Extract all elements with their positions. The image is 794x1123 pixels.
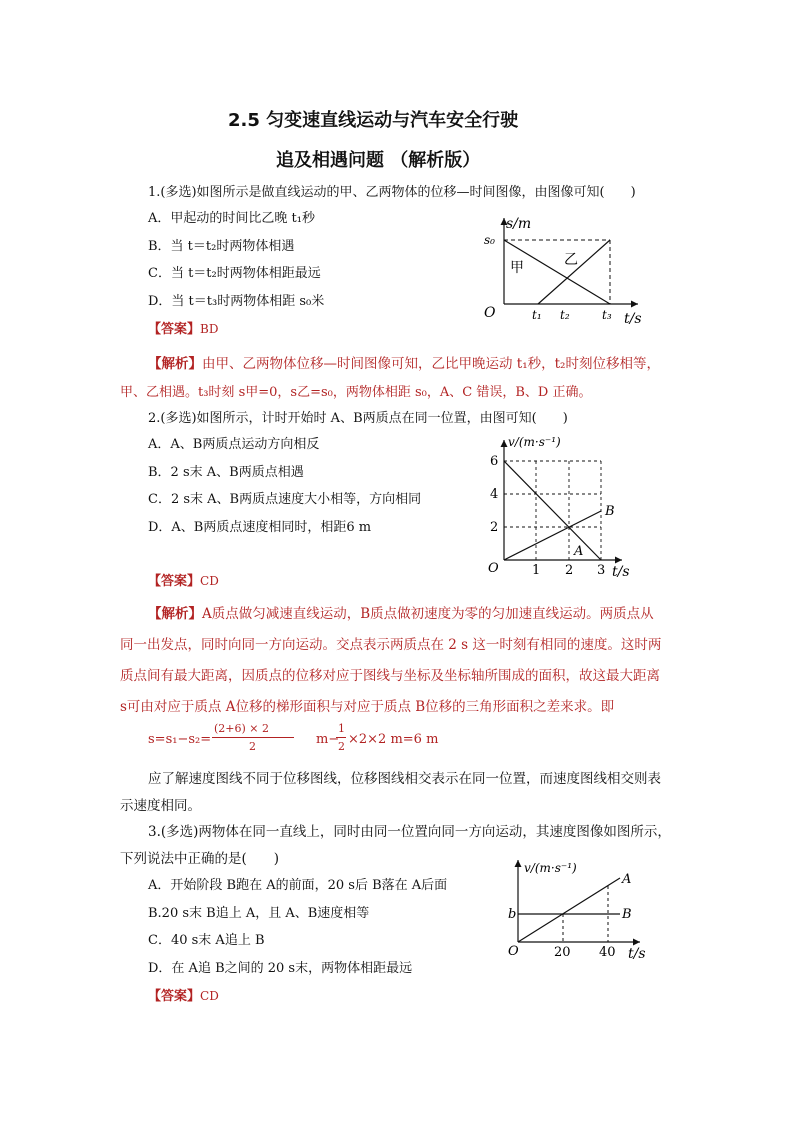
line-a xyxy=(504,461,601,560)
label-b: B xyxy=(622,907,632,922)
page-title: 2.5 匀变速直线运动与汽车安全行驶 xyxy=(228,110,519,131)
q1-explanation-line2: 甲、乙相遇。t₃时刻 s甲=0，s乙=s₀，两物体相距 s₀，A、C 错误，B、D 正确。 xyxy=(120,385,592,400)
q1-option-c: C．当 t＝t₂时两物体相距最远 xyxy=(148,266,321,281)
q2-explanation-line4: s可由对应于质点 A位移的梯形面积与对应于质点 B位移的三角形面积之差来求。即 xyxy=(120,699,615,715)
q2-vt-graph xyxy=(484,434,644,580)
q1-option-b: B．当 t＝t₂时两物体相遇 xyxy=(148,239,295,254)
q1-explanation-line1: 【解析】由甲、乙两物体位移—时间图像可知，乙比甲晚运动 t₁秒，t₂时刻位移相等， xyxy=(148,356,660,372)
x-tick-20: 20 xyxy=(554,945,571,960)
q1-option-a: A．甲起动的时间比乙晚 t₁秒 xyxy=(148,211,315,226)
y-tick-4: 4 xyxy=(490,487,499,502)
page-subtitle: 追及相遇问题 （解析版） xyxy=(276,150,481,171)
answer-tag: 【答案】 xyxy=(148,322,201,337)
q2-option-b: B．2 s末 A、B两质点相遇 xyxy=(148,465,304,480)
answer-value: BD xyxy=(200,322,219,336)
t2-label: t₂ xyxy=(560,308,570,322)
q3-option-c: C．40 s末 A追上 B xyxy=(148,933,265,948)
q2-explanation-line2: 同一出发点，同时向同一方向运动。交点表示两质点在 2 s 这一时刻有相同的速度。这时两 xyxy=(120,637,662,653)
y-axis-label: v/(m·s⁻¹) xyxy=(524,861,577,875)
t1-label: t₁ xyxy=(532,308,542,322)
q3-stem-line2: 下列说法中正确的是( ) xyxy=(120,851,280,867)
q2-stem: 2.(多选)如图所示，计时开始时 A、B两质点在同一位置，由图可知( ) xyxy=(148,411,568,426)
explanation-tag: 【解析】 xyxy=(148,606,202,622)
x-tick-1: 1 xyxy=(532,563,541,578)
y-tick-2: 2 xyxy=(490,520,499,535)
q2-option-c: C．2 s末 A、B两质点速度大小相等，方向相同 xyxy=(148,492,422,507)
origin-label: O xyxy=(508,944,519,959)
answer-value: CD xyxy=(200,989,219,1003)
line-yi xyxy=(538,240,610,304)
label-a: A xyxy=(622,872,632,887)
answer-tag: 【答案】 xyxy=(148,574,201,589)
x-tick-40: 40 xyxy=(599,945,616,960)
q3-stem-line1: 3.(多选)两物体在同一直线上，同时由同一位置向同一方向运动，其速度图像如图所示， xyxy=(148,824,671,840)
q1-answer xyxy=(148,318,218,337)
x-axis-label: t/s xyxy=(612,564,630,580)
origin-label: O xyxy=(484,305,496,321)
q1-stem: 1.(多选)如图所示是做直线运动的甲、乙两物体的位移—时间图像，由图像可知( ) xyxy=(148,185,636,200)
q3-option-a: A．开始阶段 B跑在 A的前面，20 s后 B落在 A后面 xyxy=(148,878,448,893)
y-axis-label: v/(m·s⁻¹) xyxy=(508,435,561,449)
line-b xyxy=(504,511,601,560)
s0-label: s₀ xyxy=(484,233,495,247)
fraction-bar-half xyxy=(336,737,346,738)
q2-answer xyxy=(148,570,219,589)
x-axis-label: t/s xyxy=(624,311,642,327)
q2-option-d: D．A、B两质点速度相同时，相距6 m xyxy=(148,520,372,535)
t3-label: t₃ xyxy=(602,308,612,322)
line-a xyxy=(518,878,620,942)
q3-option-b: B.20 s末 B追上 A，且 A、B速度相等 xyxy=(148,906,370,921)
q3-answer xyxy=(148,985,219,1004)
x-tick-3: 3 xyxy=(597,563,606,578)
origin-label: O xyxy=(488,561,499,576)
q3-option-d: D．在 A追 B之间的 20 s末，两物体相距最远 xyxy=(148,961,413,976)
explanation-tag: 【解析】 xyxy=(148,356,202,372)
q2-explanation-line3: 质点间有最大距离，因质点的位移对应于图线与坐标及坐标轴所围成的面积，故这最大距离 xyxy=(120,668,660,684)
label-jia: 甲 xyxy=(510,260,524,276)
q1-st-graph xyxy=(478,208,658,328)
y-axis-label: s/m xyxy=(506,216,532,232)
q3-vt-graph xyxy=(502,852,662,964)
answer-value: CD xyxy=(200,574,219,588)
q2-option-a: A．A、B两质点运动方向相反 xyxy=(148,437,320,452)
fraction-bar xyxy=(212,737,294,738)
answer-tag: 【答案】 xyxy=(148,989,201,1004)
q2-explanation-line1: 【解析】A质点做匀减速直线运动，B质点做初速度为零的匀加速直线运动。两质点从 xyxy=(148,606,654,622)
q2-note-line1: 应了解速度图线不同于位移图线，位移图线相交表示在同一位置，而速度图线相交则表 xyxy=(148,771,661,787)
label-a: A xyxy=(574,544,584,559)
x-tick-2: 2 xyxy=(565,563,574,578)
label-b: B xyxy=(605,504,615,519)
y-tick-6: 6 xyxy=(490,454,499,469)
b-label: b xyxy=(508,907,517,922)
x-axis-label: t/s xyxy=(628,946,646,962)
q2-note-line2: 示速度相同。 xyxy=(120,798,201,814)
label-yi: 乙 xyxy=(564,252,578,268)
q1-option-d: D．当 t＝t₃时两物体相距 s₀米 xyxy=(148,294,325,309)
